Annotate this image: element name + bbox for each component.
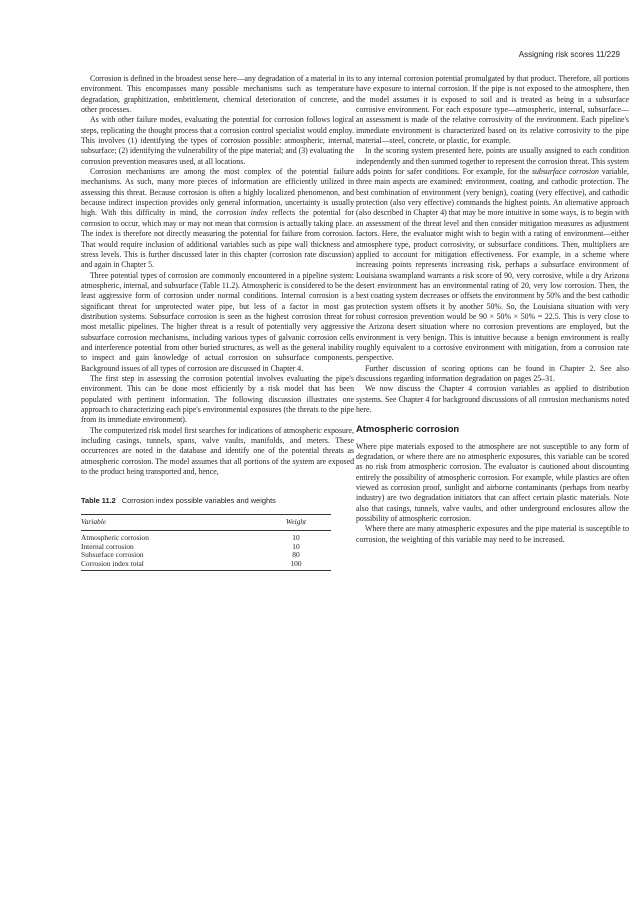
table-row: [81, 560, 331, 571]
left-column: [81, 74, 354, 571]
table-cell: Atmospheric corrosion: [81, 533, 149, 543]
paragraph: [81, 167, 354, 270]
column-header: Variable: [81, 514, 261, 530]
paragraph: The computerized risk model first searches for indications of atmospheric exposure, including casings, tunnels, spans, valve vaults, manifolds, and meters. These occurrences are noted in the database and identify one of the potential threats as atmospheric corrosion. The model assumes that all portions of the system are exposed to the product being transported and, hence,: [81, 425, 354, 477]
table-header-row: [81, 514, 331, 530]
table-cell: 80: [292, 550, 300, 560]
running-head: Assigning risk scores 11/229: [518, 50, 620, 59]
paragraph: As with other failure modes, evaluating the potential for corrosion follows logical steps, replicating the thought process that a corrosion control specialist would employ. This involves (1) identifying the types of corrosion possible: atmospheric, internal, subsurface; (2) identifying the vulnerability of the pipe material; and (3) evaluating the corrosion prevention measures used, at all locations.: [81, 115, 354, 166]
paragraph: [356, 146, 629, 363]
paragraph: Corrosion is defined in the broadest sense here—any degradation of a material in its environment. This encompasses many possible mechanisms such as temperature degradation, graphitization, embrittlement, chemical deterioration of concrete, and other processes.: [81, 74, 354, 115]
weights-table: [81, 514, 331, 572]
text-run: In the scoring system presented here, points are usually assigned to each condition independently and then summed together to represent the corrosion threat. This system adds points for safer conditions. For example, for the: [356, 146, 629, 177]
text-run: reflects the potential for corrosion to occur, which may or may not mean that corrosion is actually taking place. The index is therefore not directly measuring the potential for failure from corrosion. That would require inclusion of additional variables such as pipe wall thickness and stress levels. This is further discussed later in this chapter (corrosion rate discussion) and again in Chapter 5.: [81, 208, 354, 270]
table-caption: [81, 496, 331, 506]
text-run: Corrosion mechanisms are among the most complex of the potential failure mechanisms. As such, many more pieces of information are efficiently utilized in assessing this threat. Because corrosion is often a highly localized phenomenon, and because indirect inspection provides only general information, uncertainty is usually high. With this difficulty in mind, the: [81, 167, 354, 218]
table-11-2: [81, 496, 331, 571]
emphasized-term: subsurface corrosion: [531, 167, 599, 177]
paragraph: Further discussion of scoring options can be found in Chapter 2. See also discussions regarding information degradation on pages 25–31.: [356, 363, 629, 383]
table-number: Table 11.2: [81, 496, 116, 506]
paragraph: Three potential types of corrosion are commonly encountered in a pipeline system: atmospheric, internal, and subsurface (Table 11.2). Atmospheric is considered to be the least aggressive form of corrosion under normal conditions. Internal corrosion is a significant threat for unprotected water pipe, but less of a factor in most gas distribution systems. Subsurface corrosion is seen as the highest corrosion threat for most metallic pipelines. The higher threat is a result of potentially very aggressive subsurface corrosion mechanisms, including various types of galvanic corrosion cells and interference potential from other buried structures, as well as the general inability to inspect and gain knowledge of actual corrosion on subsurface components. Background issues of all types of corrosion are discussed in Chapter 4.: [81, 270, 354, 373]
text-run: variable, three main aspects are examined: environment, coating, and cathodic protection. The best combination of environment (very benign), coating (very effective), and cathodic protection (also very effective) commands the highest points. An alternative approach (also described in Chapter 4) that may be more intuitive in some ways, is to begin with an assessment of the threat level and then consider mitigation measures as adjustment factors. Here, the evaluator might wish to begin with a rating of environment—either atmosphere type, product corrosivity, or subsurface conditions. Then, multipliers are applied to account for mitigation effectiveness. For example, in a scheme where increasing points represents increasing risk, perhaps a subsurface environment of Louisiana swampland warrants a risk score of 90, very corrosive, while a dry Arizona desert environment has an environmental rating of 20, very low corrosion. Then, the best coating system decreases or offsets the environment by 50% and the best cathodic protection system offsets it by another 50%. So, the Louisiana situation with very robust corrosion prevention would be 90 × 50% × 50% = 22.5. This is very close to the Arizona desert situation where no corrosion preventions are employed, but the environment is very benign. This is intuitive because a benign environment is really roughly equivalent to a corrosive environment with mitigation, from a corrosion rate perspective.: [356, 167, 629, 363]
paragraph: to any internal corrosion potential promulgated by that product. Therefore, all portions have exposure to internal corrosion. If the pipe is not exposed to the atmosphere, then the model assumes it is exposed to soil and is treated as being in a subsurface corrosive environment. For each exposure type—atmospheric, internal, subsurface—an assessment is made of the relative corrosivity of the environment. Each pipeline's immediate environment is characterized based on its relative corrosivity to the pipe material—steel, concrete, or plastic, for example.: [356, 74, 629, 146]
table-cell: Subsurface corrosion: [81, 550, 144, 560]
paragraph: We now discuss the Chapter 4 corrosion variables as applied to distribution systems. See Chapter 4 for background discussions of all corrosion mechanisms noted here.: [356, 384, 629, 414]
emphasized-term: corrosion index: [216, 208, 268, 218]
table-cell: 100: [261, 560, 331, 571]
table-title: Corrosion index possible variables and weights: [121, 496, 276, 506]
paragraph: Where pipe materials exposed to the atmosphere are not susceptible to any form of degradation, or where there are no atmospheric exposures, this variable can be scored as no risk from atmospheric corrosion. The evaluator is cautioned about discounting entirely the possibility of atmospheric corrosion. For example, while plastics are often viewed as corrosion proof, sunlight and airborne contaminants (perhaps from nearby industry) are two degradation initiators that can affect certain plastic materials. Note also that casings, tunnels, valve vaults, and other underground enclosures allow the possibility of atmospheric corrosion.: [356, 441, 629, 524]
paragraph: The first step in assessing the corrosion potential involves evaluating the pipe's environment. This can be done most efficiently by a risk model that has been populated with pertinent information. The following discussion illustrates one approach to characterizing each pipe's environmental exposures (the threats to the pipe from its immediate environment).: [81, 373, 354, 425]
table-cell: 10: [292, 533, 300, 543]
table-cell: 10: [292, 541, 300, 551]
table-row: [81, 531, 331, 543]
paragraph: Where there are many atmospheric exposures and the pipe material is susceptible to corrosion, the weighting of this variable may need to be increased.: [356, 524, 629, 544]
table-cell: Internal corrosion: [81, 541, 134, 551]
column-header: Weight: [261, 514, 331, 530]
table-cell: Corrosion index total: [81, 560, 261, 571]
section-heading: Atmospheric corrosion: [356, 423, 460, 435]
right-column: [356, 74, 629, 545]
